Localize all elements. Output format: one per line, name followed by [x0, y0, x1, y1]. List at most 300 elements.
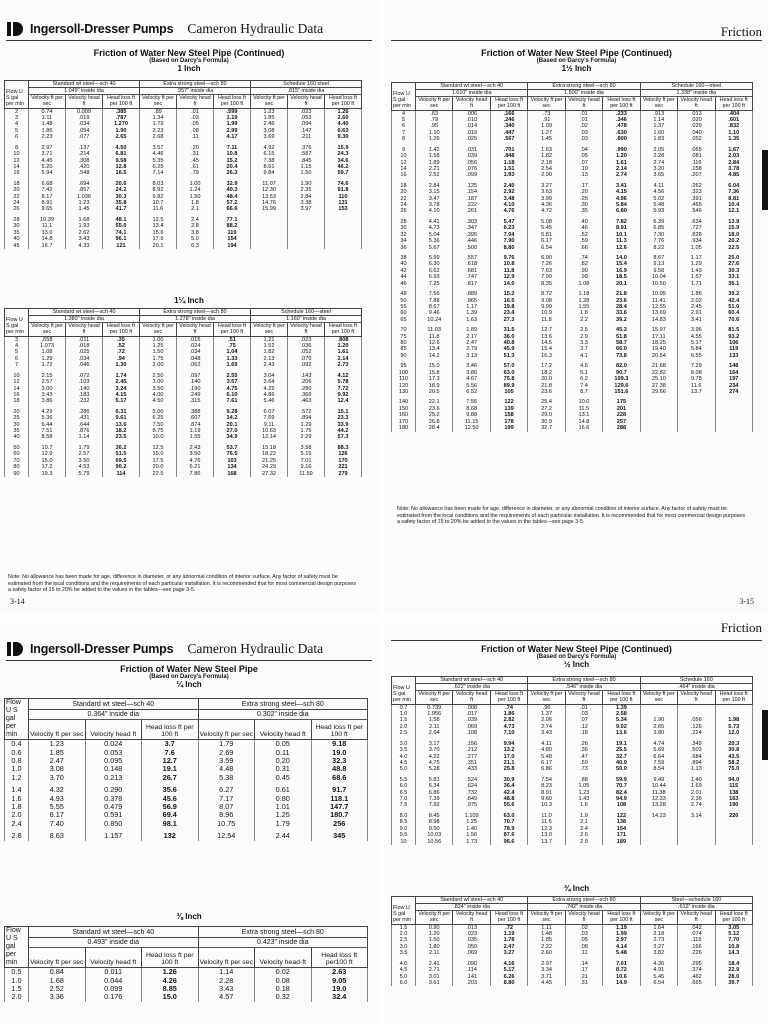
flow-value: 3	[5, 115, 29, 121]
table-cell: .03	[565, 136, 602, 142]
flow-value: 70	[5, 458, 29, 464]
table-cell: 23.6	[416, 406, 453, 412]
table-cell	[715, 425, 753, 431]
table-cell: 4.10	[490, 202, 527, 208]
table-cell: .848	[490, 153, 527, 159]
table-cell: .143	[288, 373, 325, 379]
flow-value: 42	[392, 268, 416, 274]
table-cell: 2.00	[140, 362, 177, 368]
table-cell: .832	[715, 123, 753, 129]
table-cell: 1.63	[528, 147, 565, 153]
table-cell: 3.08	[29, 765, 86, 773]
table-cell: 0.850	[85, 820, 142, 828]
table-cell: .849	[453, 796, 490, 802]
table-row	[5, 786, 368, 794]
table-cell: .02	[565, 123, 602, 129]
flow-header: Flow U S gal per min	[5, 927, 29, 968]
table-cell: 19.3	[29, 471, 66, 477]
caption-subtitle: (Based on Darcy's Formula)	[536, 654, 617, 660]
column-header: Velocity ft per sec	[528, 911, 565, 924]
flow-value: 170	[392, 419, 416, 425]
table-cell: 8.7	[565, 389, 602, 395]
flow-value: 65	[392, 317, 416, 323]
column-header: Head loss ft per 100 ft	[142, 720, 199, 740]
table-cell: 26.8	[416, 419, 453, 425]
table-cell: .031	[453, 147, 490, 153]
table-cell: 3.27	[640, 944, 677, 950]
table-cell	[325, 243, 362, 249]
table-cell: 1.39	[453, 310, 490, 316]
table-cell: 6.26	[490, 974, 527, 980]
table-cell: .52	[103, 343, 140, 349]
column-header: Velocity head ft	[255, 720, 312, 740]
table-cell: .874	[177, 422, 214, 428]
table-cell: 7.4	[565, 383, 602, 389]
table-cell: 5.02	[640, 196, 677, 202]
table-cell: 1.19	[490, 931, 527, 937]
table-cell: 1.50	[416, 937, 453, 943]
table-cell: 6.44	[29, 422, 66, 428]
table-cell: .226	[678, 950, 715, 956]
table-cell: 7.76	[640, 238, 677, 244]
table-cell: .081	[678, 153, 715, 159]
table-cell: 2.74	[528, 724, 565, 730]
table-cell: 1.50	[288, 170, 325, 176]
table-cell: 12.9	[29, 451, 66, 457]
table-cell: .340	[490, 123, 527, 129]
table-cell: .137	[66, 145, 103, 151]
table-cell: 2.23	[29, 134, 66, 140]
table-cell: 1.28	[565, 298, 602, 304]
table-cell: 8.17	[29, 194, 66, 200]
table-cell: 4.36	[640, 961, 677, 967]
flow-header: Flow U S gal per min	[5, 81, 29, 109]
column-header: Velocity head ft	[85, 948, 142, 968]
inside-diameter-label: 1.500" inside dia	[528, 90, 640, 97]
table-cell: 1.78	[490, 937, 527, 943]
table-cell: 18.2	[103, 428, 140, 434]
table-cell: 9.61	[103, 415, 140, 421]
table-cell: 11.38	[640, 790, 677, 796]
table-cell: 1.8	[565, 310, 602, 316]
table-cell: 1.50	[140, 349, 177, 355]
table-cell: 7.04	[490, 232, 527, 238]
page-number: 3-15	[739, 597, 754, 606]
pipe-group-header: Extra strong steel—sch 80	[140, 309, 251, 316]
table-cell: 27.38	[640, 383, 677, 389]
table-cell: 8.80	[490, 245, 527, 251]
table-cell: 2.64	[416, 730, 453, 736]
flow-value: 90	[5, 471, 29, 477]
table-cell: 10.24	[416, 317, 453, 323]
header-rule	[6, 40, 372, 41]
table-cell: 0.099	[85, 985, 142, 993]
table-cell: .59	[565, 238, 602, 244]
table-cell: 8.63	[29, 832, 86, 840]
table-cell: 3.96	[678, 327, 715, 333]
table-cell: 3.20	[640, 166, 677, 172]
table-cell: 1.58	[416, 153, 453, 159]
table-cell: 22.5	[715, 245, 753, 251]
table-cell: .116	[678, 160, 715, 166]
table-cell: 57.3	[325, 434, 362, 440]
table-cell: 1.43	[678, 268, 715, 274]
table-cell: 1.27	[528, 130, 565, 136]
table-cell: 234	[715, 383, 753, 389]
table-cell: 5.08	[528, 219, 565, 225]
table-cell: 1.26	[325, 108, 362, 115]
table-cell: 51.3	[490, 353, 527, 359]
table-cell: 6.23	[490, 225, 527, 231]
table-cell: 4.16	[490, 961, 527, 967]
flow-value: 9.5	[392, 832, 416, 838]
table-cell: .845	[288, 158, 325, 164]
table-row	[5, 765, 368, 773]
table-cell: .11	[177, 134, 214, 140]
table-cell: .72	[103, 349, 140, 355]
table-cell: .391	[678, 196, 715, 202]
table-cell: .05	[565, 937, 602, 943]
table-cell: .94	[103, 356, 140, 362]
table-cell: .039	[453, 153, 490, 159]
pipe-size-title: ½ Inch	[563, 660, 590, 669]
table-cell: 4.22	[416, 754, 453, 760]
page-3-14	[0, 0, 378, 614]
table-cell: .658	[29, 336, 66, 343]
column-header: Head loss ft per 100 ft	[311, 720, 368, 740]
table-cell: 5.12	[715, 931, 753, 937]
table-cell: 106	[715, 340, 753, 346]
flow-value: 50	[5, 445, 29, 451]
table-cell: 9.30	[325, 134, 362, 140]
table-cell: 8.72	[528, 291, 565, 297]
table-cell: .03	[177, 115, 214, 121]
table-cell: 2.97	[528, 961, 565, 967]
table-cell: 26.7	[142, 774, 199, 782]
table-cell: .011	[66, 336, 103, 343]
flow-value: 12	[392, 160, 416, 166]
column-header: Velocity head ft	[453, 97, 490, 110]
pipe-group-header: Extra strong steel—sch 80	[198, 927, 368, 938]
flow-value: 8.5	[392, 819, 416, 825]
table-cell: 8.58	[29, 434, 66, 440]
table-cell: 138	[715, 790, 753, 796]
table-cell: 6.17	[528, 238, 565, 244]
table-cell: 199	[490, 425, 527, 431]
table-cell: 5.28	[416, 766, 453, 772]
flow-value: 30	[392, 225, 416, 231]
table-cell: 77.1	[214, 217, 251, 223]
table-cell: 10.44	[640, 783, 677, 789]
table-cell: 1.25	[140, 343, 177, 349]
table-cell: 6.17	[528, 760, 565, 766]
column-header: Head loss ft per 100 ft	[490, 691, 527, 704]
table-cell: 11.03	[416, 327, 453, 333]
table-cell: 5.99	[416, 255, 453, 261]
table-cell: 43.5	[715, 754, 753, 760]
table-cell: 1.05	[565, 783, 602, 789]
table-cell: 2.47	[490, 944, 527, 950]
table-cell: .214	[66, 151, 103, 157]
flow-value: 48	[392, 291, 416, 297]
table-cell: 23.5	[103, 434, 140, 440]
table-cell: 1.37	[640, 123, 677, 129]
inside-diameter-label: 1.338" inside dia	[640, 90, 752, 97]
table-cell: 6.93	[416, 274, 453, 280]
inside-diameter-label: 0.302" inside dia	[198, 709, 368, 720]
table-cell: 1.10	[715, 130, 753, 136]
table-cell: .034	[177, 349, 214, 355]
table-cell: 9.76	[490, 255, 527, 261]
table-cell: 134	[214, 464, 251, 470]
column-header: Velocity ft per sec	[251, 95, 288, 108]
table-cell: 126	[325, 451, 362, 457]
table-cell: 45.3	[603, 327, 640, 333]
table-cell: .024	[177, 343, 214, 349]
pipe-group-header: Extra strong steel—sch 80	[528, 677, 640, 684]
caption-subtitle: (Based on Darcy's Formula)	[536, 58, 617, 64]
table-cell: 175	[603, 399, 640, 405]
table-cell: .45	[177, 158, 214, 164]
table-cell: 4.72	[528, 208, 565, 214]
table-cell: 17.5	[140, 458, 177, 464]
table-cell: 0.011	[85, 968, 142, 977]
inside-diameter-label: .824" inside dia	[416, 904, 528, 911]
table-cell: 1.68	[66, 217, 103, 223]
table-cell: .233	[603, 110, 640, 117]
table-cell: 2.8	[177, 223, 214, 229]
table-cell: 158	[490, 412, 527, 418]
table-cell: 5.73	[715, 724, 753, 730]
table-cell: 15.6	[140, 230, 177, 236]
table-cell: .017	[453, 711, 490, 717]
table-cell: .023	[453, 931, 490, 937]
table-cell: 12.5	[140, 445, 177, 451]
table-cell: 25.0	[715, 255, 753, 261]
table-cell: 14.83	[640, 317, 677, 323]
flow-value: 3.0	[392, 944, 416, 950]
table-cell: 2.21	[416, 166, 453, 172]
table-cell: 0.18	[255, 985, 312, 993]
table-cell: 36.4	[490, 783, 527, 789]
table-cell: 15.4	[528, 346, 565, 352]
flow-value: 22	[392, 196, 416, 202]
table-cell: 180.7	[311, 811, 368, 819]
caption-subtitle: (Based on Darcy's Formula)	[149, 58, 229, 64]
table-cell: 2.06	[528, 717, 565, 723]
table-cell: 4.15	[103, 392, 140, 398]
table-cell: .286	[66, 409, 103, 415]
table-cell: .203	[453, 980, 490, 986]
table-cell: 5.38	[198, 774, 255, 782]
flow-value: 10	[5, 373, 29, 379]
table-cell: 7.59	[251, 415, 288, 421]
column-header: Velocity head ft	[565, 691, 602, 704]
flow-value: 70	[392, 327, 416, 333]
table-cell: .158	[678, 166, 715, 172]
table-cell: 4.56	[640, 189, 677, 195]
table-cell: 23.3	[325, 415, 362, 421]
table-cell: 4.76	[177, 458, 214, 464]
table-cell: 1.51	[490, 166, 527, 172]
table-cell: 121	[103, 243, 140, 249]
table-cell: 19.0	[311, 749, 368, 757]
table-cell: 9.02	[603, 724, 640, 730]
table-cell: 3.50	[177, 451, 214, 457]
table-cell: .308	[66, 158, 103, 164]
table-cell: 2.02	[678, 298, 715, 304]
table-cell: 2.73	[325, 362, 362, 368]
table-cell: 3.58	[288, 445, 325, 451]
pipe-group-header: Standard wt steel—sch 40	[29, 699, 199, 710]
table-cell: .222	[453, 202, 490, 208]
flow-value: 16	[5, 392, 29, 398]
table-cell: .01	[565, 110, 602, 117]
table-cell: 1.11	[29, 115, 66, 121]
table-cell: 5.46	[251, 398, 288, 404]
table-cell: .35	[565, 208, 602, 214]
table-cell: .478	[603, 123, 640, 129]
flow-value: 7	[392, 130, 416, 136]
flow-value: 25	[5, 415, 29, 421]
table-cell: 1.25	[453, 819, 490, 825]
table-cell: 14.9	[603, 980, 640, 986]
flow-value: 7	[5, 362, 29, 368]
table-cell: .036	[288, 343, 325, 349]
table-cell	[640, 704, 677, 711]
table-cell: 1.19	[214, 115, 251, 121]
table-cell: 221	[325, 464, 362, 470]
table-cell: 33.6	[603, 310, 640, 316]
table-cell: 14.23	[640, 813, 677, 819]
table-cell: 8.67	[640, 255, 677, 261]
table-cell: 6.86	[416, 790, 453, 796]
table-cell: 7.10	[490, 730, 527, 736]
pipe-size-title: 1 Inch	[177, 64, 201, 73]
table-row	[5, 832, 368, 840]
flow-value: 55	[392, 304, 416, 310]
flow-value: 6.0	[392, 980, 416, 986]
flow-header: Flow U S gal per min	[392, 897, 416, 925]
table-cell: .03	[565, 931, 602, 937]
table-cell: 32.3	[311, 757, 368, 765]
table-cell: 3.8	[177, 230, 214, 236]
table-cell	[251, 243, 288, 249]
table-cell: 13.1	[565, 412, 602, 418]
table-cell: 4.00	[140, 392, 177, 398]
table-cell: 39.7	[715, 980, 753, 986]
table-cell: .346	[603, 117, 640, 123]
table-cell: .800	[603, 136, 640, 142]
table-cell: 14.2	[416, 353, 453, 359]
table-cell: 8.91	[603, 225, 640, 231]
table-cell: 1.13	[678, 766, 715, 772]
table-cell: 2.71	[416, 967, 453, 973]
table-cell: .246	[490, 117, 527, 123]
table-cell: .684	[678, 754, 715, 760]
table-cell: 119	[214, 230, 251, 236]
table-cell	[678, 704, 715, 711]
table-cell: 1.11	[528, 924, 565, 931]
table-cell: .262	[678, 183, 715, 189]
table-cell: 170	[325, 458, 362, 464]
table-cell: 55.0	[103, 223, 140, 229]
inside-diameter-label: 0.423" inside dia	[198, 937, 368, 948]
flow-value: 120	[392, 383, 416, 389]
pipe-group-header: Schedule 160—steel	[640, 83, 752, 90]
table-cell: 30.9	[528, 419, 565, 425]
flow-value: 140	[392, 399, 416, 405]
table-cell: 17.2	[528, 363, 565, 369]
brand-header	[6, 20, 323, 38]
table-cell: .140	[177, 379, 214, 385]
table-cell: 288	[603, 425, 640, 431]
table-cell: 18.22	[251, 451, 288, 457]
column-header: Velocity ft per sec	[640, 691, 677, 704]
table-cell: 8.91	[528, 790, 565, 796]
table-cell: 21.25	[251, 458, 288, 464]
table-cell: 20.5	[416, 389, 453, 395]
table-cell: .66	[565, 245, 602, 251]
table-cell: 1.34	[140, 115, 177, 121]
table-cell: 9.11	[251, 422, 288, 428]
column-header: Velocity ft per sec	[140, 323, 177, 336]
table-cell: 11.5	[565, 406, 602, 412]
table-cell: 21.1	[490, 760, 527, 766]
table-cell: 3.50	[66, 458, 103, 464]
table-cell: 8.80	[490, 980, 527, 986]
flow-value: 24	[5, 200, 29, 206]
table-row	[5, 795, 368, 803]
table-cell: 6.54	[528, 245, 565, 251]
table-cell: .092	[288, 362, 325, 368]
page-quarter-inch	[0, 620, 378, 1024]
table-cell: 1.45	[66, 206, 103, 212]
table-cell: 0.74	[29, 108, 66, 115]
table-cell: 88.2	[214, 223, 251, 229]
table-cell: 70.6	[715, 317, 753, 323]
flow-value: 0.8	[5, 757, 29, 765]
table-cell: 3.27	[490, 950, 527, 956]
table-cell: .187	[453, 196, 490, 202]
table-cell: 109.3	[603, 376, 640, 382]
table-cell: 3.43	[528, 730, 565, 736]
table-cell: 11.8	[490, 268, 527, 274]
table-cell: 19.1	[603, 741, 640, 747]
table-cell: 1.75	[288, 428, 325, 434]
table-cell	[640, 425, 677, 431]
flow-value: 5	[392, 117, 416, 123]
table-cell: .232	[66, 398, 103, 404]
table-cell: .249	[177, 392, 214, 398]
flow-value: 26	[5, 206, 29, 212]
friction-table-1-1-2-inch	[391, 82, 753, 432]
table-cell: 1.74	[103, 373, 140, 379]
table-cell: 2.90	[528, 172, 565, 178]
table-cell: 1.42	[416, 147, 453, 153]
table-cell: 6.34	[416, 783, 453, 789]
table-cell: 5.15	[288, 451, 325, 457]
table-cell: 4.48	[198, 765, 255, 773]
table-cell: 20.3	[715, 741, 753, 747]
table-cell: 5.1	[565, 370, 602, 376]
table-cell: 0.591	[85, 811, 142, 819]
table-cell: 1.29	[678, 261, 715, 267]
table-cell: 5.17	[490, 967, 527, 973]
table-cell: 12.5	[140, 217, 177, 223]
table-cell: 1.15	[288, 164, 325, 170]
table-cell: .349	[678, 741, 715, 747]
